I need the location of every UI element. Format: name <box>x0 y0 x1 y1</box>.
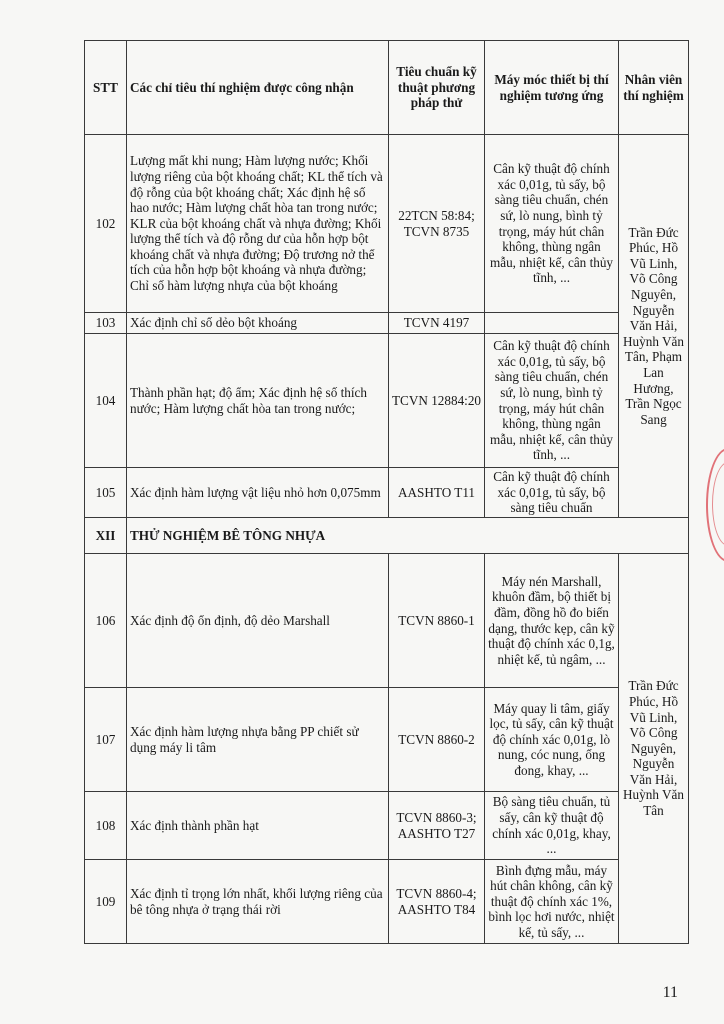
table-row <box>85 135 689 313</box>
row-criteria: Xác định hàm lượng vật liệu nhỏ hơn 0,075mm <box>127 468 389 518</box>
row-stt: 108 <box>85 792 127 860</box>
table-row <box>85 334 689 468</box>
row-standard: TCVN 8860-3; AASHTO T27 <box>389 792 485 860</box>
row-stt: 109 <box>85 860 127 944</box>
row-machines: Bình đựng mẫu, máy hút chân không, cân kỹ thuật độ chính xác 1%, bình lọc hơi nước, nhiệt kế, tủ sấy, ... <box>485 860 619 944</box>
row-standard: TCVN 8860-1 <box>389 554 485 688</box>
row-machines: Bộ sàng tiêu chuẩn, tủ sấy, cân kỹ thuật độ chính xác 0,01g, khay, ... <box>485 792 619 860</box>
row-criteria: Xác định tỉ trọng lớn nhất, khối lượng riêng của bê tông nhựa ở trạng thái rời <box>127 860 389 944</box>
table-row <box>85 554 689 688</box>
row-machines: Cân kỹ thuật độ chính xác 0,01g, tủ sấy, bộ sàng tiêu chuẩn, chén sứ, lò nung, bình tỷ trọng, máy hút chân không, thùng ngân mẫu, nhiệt kế, cân thủy tĩnh, ... <box>485 135 619 313</box>
table-row <box>85 468 689 518</box>
header-criteria: Các chỉ tiêu thí nghiệm được công nhận <box>127 41 389 135</box>
row-machines: Máy nén Marshall, khuôn đầm, bộ thiết bị đầm, đồng hồ đo biến dạng, thước kẹp, cân kỹ thuật độ chính xác 0,1g, nhiệt kế, tủ ngâm, ... <box>485 554 619 688</box>
header-row <box>85 41 689 135</box>
row-criteria: Lượng mất khi nung; Hàm lượng nước; Khối lượng riêng của bột khoáng chất; KL thể tích và độ rỗng của bột khoáng chất; Xác định hệ số hao nước; Hàm lượng chất hòa tan trong nước; KLR của bột khoáng chất và nhựa đường; Khối lượng thể tích và độ rỗng dư của hỗn hợp bột khoáng chất và nhựa đường; Độ trương nở thể tích của hỗn hợp bột khoáng và nhựa đường; Chỉ số hàm lượng nhựa của bột khoáng <box>127 135 389 313</box>
table-row <box>85 688 689 792</box>
header-standard: Tiêu chuẩn kỹ thuật phương pháp thử <box>389 41 485 135</box>
row-machines <box>485 313 619 334</box>
row-standard: TCVN 12884:20 <box>389 334 485 468</box>
table-row <box>85 860 689 944</box>
row-stt: 106 <box>85 554 127 688</box>
staff-group-a: Trần Đức Phúc, Hồ Vũ Linh, Võ Công Nguyên, Nguyễn Văn Hải, Huỳnh Văn Tân, Phạm Lan Hương, Trần Ngọc Sang <box>619 135 689 518</box>
row-stt: 105 <box>85 468 127 518</box>
row-criteria: Xác định hàm lượng nhựa bằng PP chiết sử dụng máy li tâm <box>127 688 389 792</box>
page-number: 11 <box>662 984 678 1001</box>
row-criteria: Xác định chỉ số dẻo bột khoáng <box>127 313 389 334</box>
row-standard: AASHTO T11 <box>389 468 485 518</box>
row-machines: Cân kỹ thuật độ chính xác 0,01g, tủ sấy, bộ sàng tiêu chuẩn, chén sứ, lò nung, bình tỷ trọng, máy hút chân không, thùng ngân mẫu, nhiệt kế, cân thủy tĩnh, ... <box>485 334 619 468</box>
row-stt: 107 <box>85 688 127 792</box>
row-standard: 22TCN 58:84; TCVN 8735 <box>389 135 485 313</box>
row-criteria: Xác định thành phần hạt <box>127 792 389 860</box>
staff-group-b: Trần Đức Phúc, Hồ Vũ Linh, Võ Công Nguyên, Nguyễn Văn Hải, Huỳnh Văn Tân <box>619 554 689 944</box>
row-criteria: Xác định độ ổn định, độ dẻo Marshall <box>127 554 389 688</box>
row-machines: Máy quay li tâm, giấy lọc, tủ sấy, cân kỹ thuật độ chính xác 0,01g, lò nung, cóc nung, ống đong, khay, ... <box>485 688 619 792</box>
row-stt: 104 <box>85 334 127 468</box>
row-standard: TCVN 8860-4; AASHTO T84 <box>389 860 485 944</box>
header-stt: STT <box>85 41 127 135</box>
row-criteria: Thành phần hạt; độ ẩm; Xác định hệ số thích nước; Hàm lượng chất hòa tan trong nước; <box>127 334 389 468</box>
row-stt: 103 <box>85 313 127 334</box>
table-row <box>85 792 689 860</box>
header-staff: Nhân viên thí nghiệm <box>619 41 689 135</box>
accreditation-table <box>84 40 689 944</box>
table-row <box>85 313 689 334</box>
section-row <box>85 518 689 554</box>
header-machines: Máy móc thiết bị thí nghiệm tương ứng <box>485 41 619 135</box>
row-stt: 102 <box>85 135 127 313</box>
section-title: THỬ NGHIỆM BÊ TÔNG NHỰA <box>127 518 689 554</box>
row-machines: Cân kỹ thuật độ chính xác 0,01g, tủ sấy, bộ sàng tiêu chuẩn <box>485 468 619 518</box>
section-number: XII <box>85 518 127 554</box>
row-standard: TCVN 8860-2 <box>389 688 485 792</box>
row-standard: TCVN 4197 <box>389 313 485 334</box>
